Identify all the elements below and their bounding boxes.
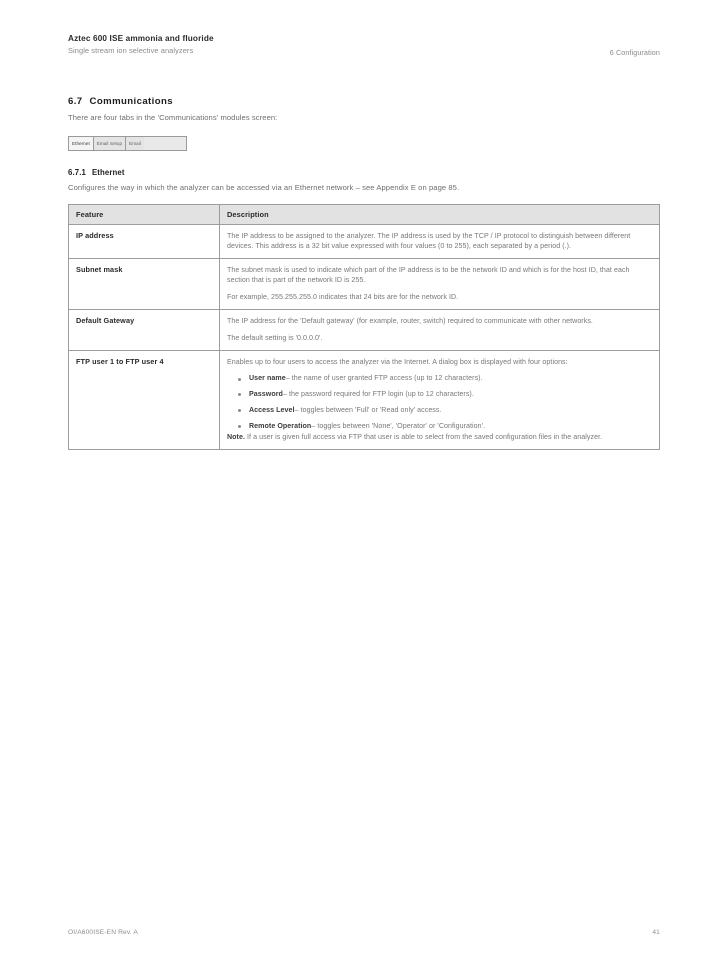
note-text: If a user is given full access via FTP that user is able to select from the saved configuration files in the analyzer.: [247, 432, 603, 441]
communications-tab-strip[interactable]: [68, 136, 187, 151]
table-header-row: [69, 204, 660, 224]
paragraph: The subnet mask is used to indicate which part of the IP address is to be the network ID and which is for the host ID, that each section that is part of the network ID is 255.: [227, 265, 630, 284]
tab-email[interactable]: Email: [126, 137, 144, 150]
section-title: Communications: [89, 96, 173, 107]
paragraph: Enables up to four users to access the analyzer via the Internet. A dialog box is displayed with four options:: [227, 357, 568, 366]
subsection-intro-text: Configures the way in which the analyzer can be accessed via an Ethernet network – see Appendix E on page 85.: [68, 183, 460, 193]
header-title: Aztec 600 ISE ammonia and fluoride: [68, 34, 214, 43]
paragraph: For example, 255.255.255.0 indicates that 24 bits are for the network ID.: [227, 292, 459, 301]
option-term: Remote Operation: [249, 421, 312, 430]
ftp-options-list: [227, 374, 652, 432]
footer-page-number: 41: [652, 929, 660, 936]
feature-ftp-users: FTP user 1 to FTP user 4: [69, 350, 220, 449]
header-chapter-label: 6 Configuration: [609, 48, 660, 57]
description-ftp-users: [220, 350, 660, 449]
column-header-description: Description: [220, 204, 660, 224]
tab-email-setup[interactable]: Email Setup: [94, 137, 126, 150]
page-footer: [68, 929, 660, 936]
list-item: [227, 406, 652, 416]
footer-document-code: OI/A600ISE-EN Rev. A: [68, 929, 138, 936]
section-number: 6.7: [68, 96, 83, 107]
feature-ip-address: IP address: [69, 224, 220, 258]
list-item: [227, 374, 652, 384]
tab-ethernet[interactable]: Ethernet: [69, 137, 94, 150]
option-term: Access Level: [249, 405, 295, 414]
feature-subnet-mask: Subnet mask: [69, 258, 220, 309]
option-text: – the password required for FTP login (up to 12 characters).: [282, 389, 474, 398]
paragraph: The IP address to be assigned to the analyzer. The IP address is used by the TCP / IP protocol to distinguish between different devices. This address is a 32 bit value expressed with four values (0 to 255), each separated by a period (.).: [227, 231, 631, 250]
option-term: Password: [249, 389, 283, 398]
section-heading: [68, 96, 660, 107]
table-row: [69, 258, 660, 309]
subsection-title: Ethernet: [91, 168, 125, 178]
option-text: – toggles between 'Full' or 'Read only' access.: [294, 405, 442, 414]
subsection-number: 6.7.1: [68, 168, 86, 178]
description-default-gateway: [220, 309, 660, 350]
paragraph: The default setting is '0.0.0.0'.: [227, 333, 323, 342]
description-subnet-mask: [220, 258, 660, 309]
table-row: [69, 309, 660, 350]
page-header: [68, 34, 660, 68]
ethernet-settings-table: [68, 204, 660, 450]
option-text: – toggles between 'None', 'Operator' or 'Configuration'.: [311, 421, 486, 430]
note-paragraph: [227, 432, 652, 442]
list-item: [227, 390, 652, 400]
option-text: – the name of user granted FTP access (up to 12 characters).: [285, 374, 483, 382]
feature-default-gateway: Default Gateway: [69, 309, 220, 350]
table-row: [69, 350, 660, 449]
section-intro-text: There are four tabs in the 'Communications' modules screen:: [68, 113, 278, 122]
table-row: [69, 224, 660, 258]
column-header-feature: Feature: [69, 204, 220, 224]
note-label: Note.: [227, 432, 245, 441]
option-term: User name: [249, 374, 286, 382]
description-ip-address: [220, 224, 660, 258]
header-subtitle: Single stream ion selective analyzers: [68, 46, 194, 55]
subsection-heading: [68, 168, 660, 177]
list-item: [227, 422, 652, 432]
paragraph: The IP address for the 'Default gateway' (for example, router, switch) required to communicate with other networks.: [227, 316, 593, 325]
